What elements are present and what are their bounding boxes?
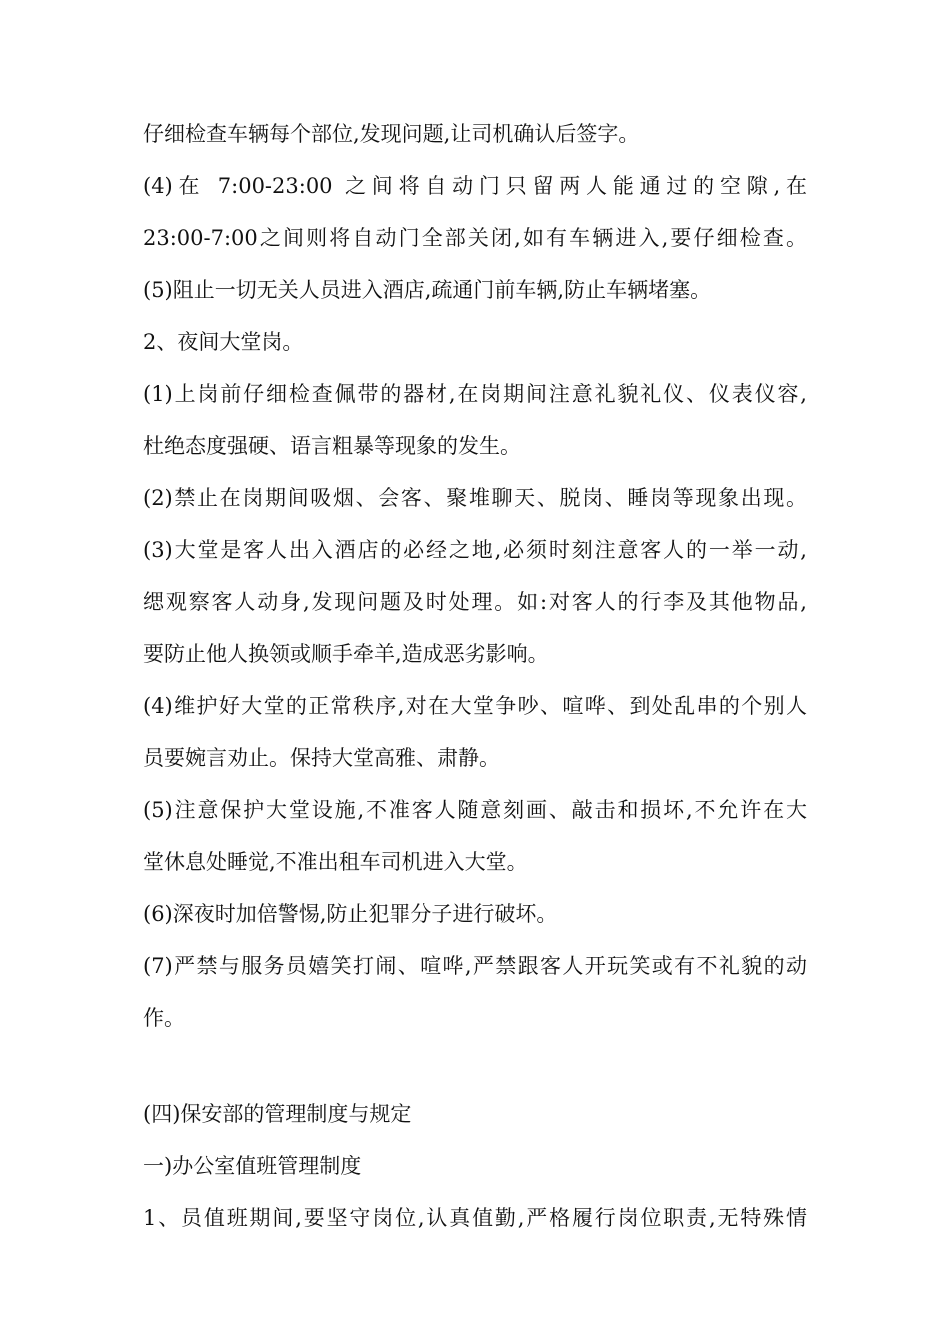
text-line: 杜绝态度强硬、语言粗暴等现象的发生。 — [143, 434, 521, 458]
text-line: 堂休息处睡觉,不准出租车司机进入大堂。 — [143, 850, 528, 874]
text-line: 作。 — [143, 1006, 185, 1030]
text-line: 23:00-7:00之间则将自动门全部关闭,如有车辆进入,要仔细检查。 — [143, 226, 807, 250]
section-heading: (四)保安部的管理制度与规定 — [143, 1102, 412, 1126]
text-line: 缌观察客人动身,发现问题及时处理。如:对客人的行李及其他物品, — [143, 590, 807, 614]
subsection-heading: 一)办公室值班管理制度 — [143, 1154, 362, 1178]
section-heading: 2、夜间大堂岗。 — [143, 330, 304, 354]
text-line: (7)严禁与服务员嬉笑打闹、喧哗,严禁跟客人开玩笑或有不礼貌的动 — [143, 954, 807, 978]
text-line: (5)阻止一切无关人员进入酒店,疏通门前车辆,防止车辆堵塞。 — [143, 278, 712, 302]
text-line: (4)在 7:00-23:00 之间将自动门只留两人能通过的空隙,在 — [143, 174, 807, 198]
text-line: (5)注意保护大堂设施,不准客人随意刻画、敲击和损坏,不允许在大 — [143, 798, 807, 822]
text-line: 员要婉言劝止。保持大堂高雅、肃静。 — [143, 746, 500, 770]
text-line: 1、员值班期间,要坚守岗位,认真值勤,严格履行岗位职责,无特殊情 — [143, 1206, 807, 1230]
text-line: (2)禁止在岗期间吸烟、会客、聚堆聊天、脱岗、睡岗等现象出现。 — [143, 486, 807, 510]
text-line: (1)上岗前仔细检查佩带的器材,在岗期间注意礼貌礼仪、仪表仪容, — [143, 382, 807, 406]
text-line: (6)深夜时加倍警惕,防止犯罪分子进行破坏。 — [143, 902, 558, 926]
text-line: 仔细检查车辆每个部位,发现问题,让司机确认后签字。 — [143, 122, 640, 146]
text-line: 要防止他人换领或顺手牵羊,造成恶劣影响。 — [143, 642, 549, 666]
text-line: (4)维护好大堂的正常秩序,对在大堂争吵、喧哗、到处乱串的个别人 — [143, 694, 807, 718]
text-line: (3)大堂是客人出入酒店的必经之地,必须时刻注意客人的一举一动, — [143, 538, 807, 562]
